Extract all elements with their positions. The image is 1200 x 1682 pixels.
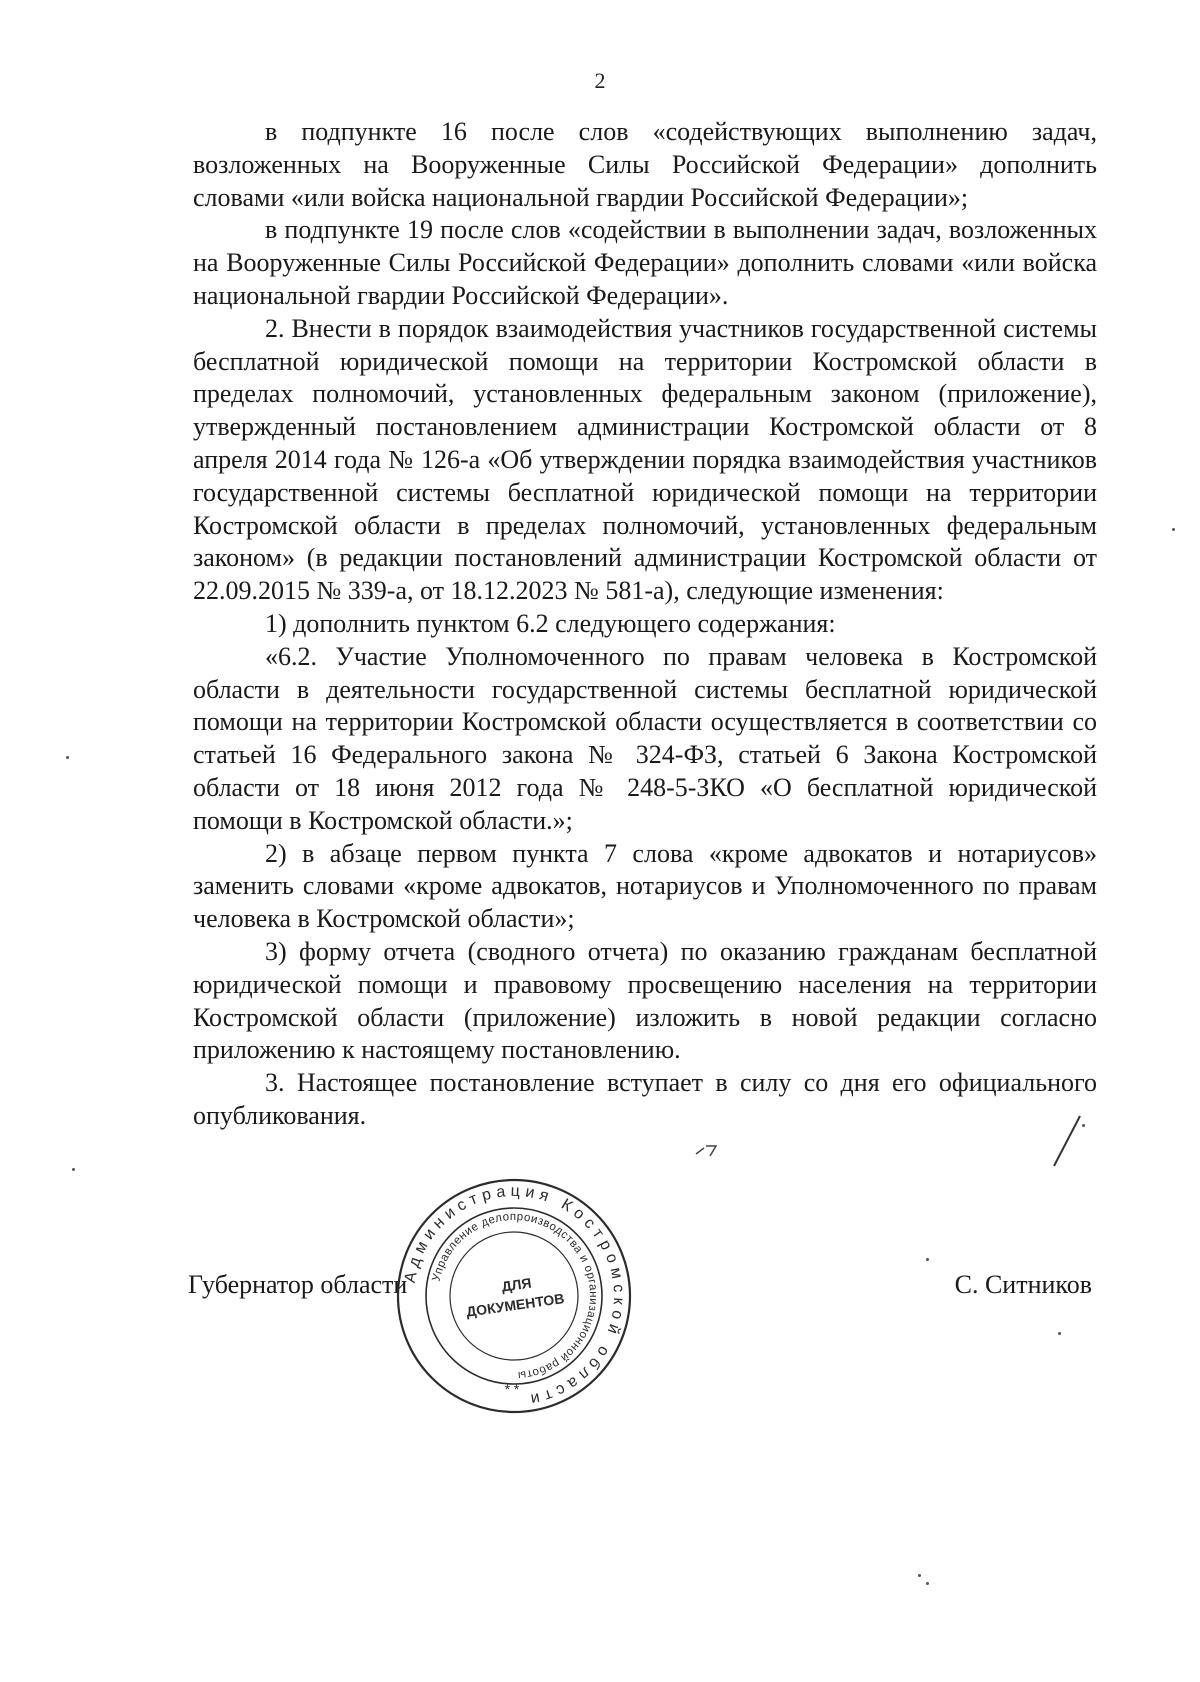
seal-inner-text: Управление делопроизводства и организационной работы [430,1210,600,1382]
document-body [193,116,1097,1133]
paragraph-item-6-2: «6.2. Участие Уполномоченного по правам человека в Костромской области в деятельности государственной системы бесплатной юридической помощи на территории Костромской области осуществляется в соответствии со статьей 16 Федерального закона № 324-ФЗ, статьей 6 Закона Костромской области от 18 июня 2012 года № 248-5-ЗКО «О бесплатной юридической помощи в Костромской области.»; [193,641,1097,835]
scan-speck [72,1168,75,1171]
seal-graphic [394,1176,634,1416]
paragraph-change-1: 1) дополнить пунктом 6.2 следующего содержания: [265,608,836,638]
paragraph-item-3: 3. Настоящее постановление вступает в силу со дня его официального опубликования. [193,1068,1097,1130]
page-number: 2 [594,68,606,93]
signatory-name: С. Ситников [954,1270,1092,1299]
paragraph-change-2: 2) в абзаце первом пункта 7 слова «кроме адвокатов и нотариусов» заменить словами «кроме адвокатов, нотариусов и Уполномоченного по правам человека в Костромской области»; [193,838,1097,934]
seal-outer-text: Администрация Костромской области [401,1182,628,1409]
scan-speck [1058,1332,1061,1335]
scan-speck [1082,1124,1085,1127]
paragraph-change-3: 3) форму отчета (сводного отчета) по оказанию гражданам бесплатной юридической помощи и правовому просвещению населения на территории Костромской области (приложение) изложить в новой редакции согласно приложению к настоящему постановлению. [193,936,1097,1065]
scan-speck [926,1258,929,1261]
scan-speck [926,1582,929,1585]
seal-star-icon: * * [504,1381,520,1397]
paragraph-subpoint-16: в подпункте 16 после слов «содействующих выполнению задач, возложенных на Вооруженные Силы Российской Федерации» дополнить словами «или войска национальной гвардии Российской Федерации»; [193,117,1097,212]
seal-center-line-2: ДОКУМЕНТОВ [465,1290,566,1320]
scan-speck [918,1574,921,1577]
scan-speck [66,756,69,759]
scan-speck [1172,528,1175,531]
paragraph-subpoint-19: в подпункте 19 после слов «содействии в выполнении задач, возложенных на Вооруженные Силы Российской Федерации» дополнить словами «или войска национальной гвардии Российской Федерации». [193,215,1097,310]
pen-stroke-mark [1046,1112,1086,1172]
signature-block [188,1270,1098,1310]
paragraph-item-2: 2. Внести в порядок взаимодействия участников государственной системы бесплатной юридической помощи на территории Костромской области в пределах полномочий, установленных федеральным законом (приложение), утвержденный постановлением администрации Костромской области от 8 апреля 2014 года № 126-а «Об утверждении порядка взаимодействия участников государственной системы бесплатной юридической помощи на территории Костромской области в пределах полномочий, установленных федеральным законом» (в редакции постановлений администрации Костромской области от 22.09.2015 № 339-а, от 18.12.2023 № 581-а), следующие изменения: [193,313,1097,606]
signatory-title: Губернатор области [188,1270,408,1299]
seal-center-line-1: ДЛЯ [500,1274,533,1295]
pen-tick-mark [694,1140,724,1160]
official-seal-stamp [394,1176,634,1416]
